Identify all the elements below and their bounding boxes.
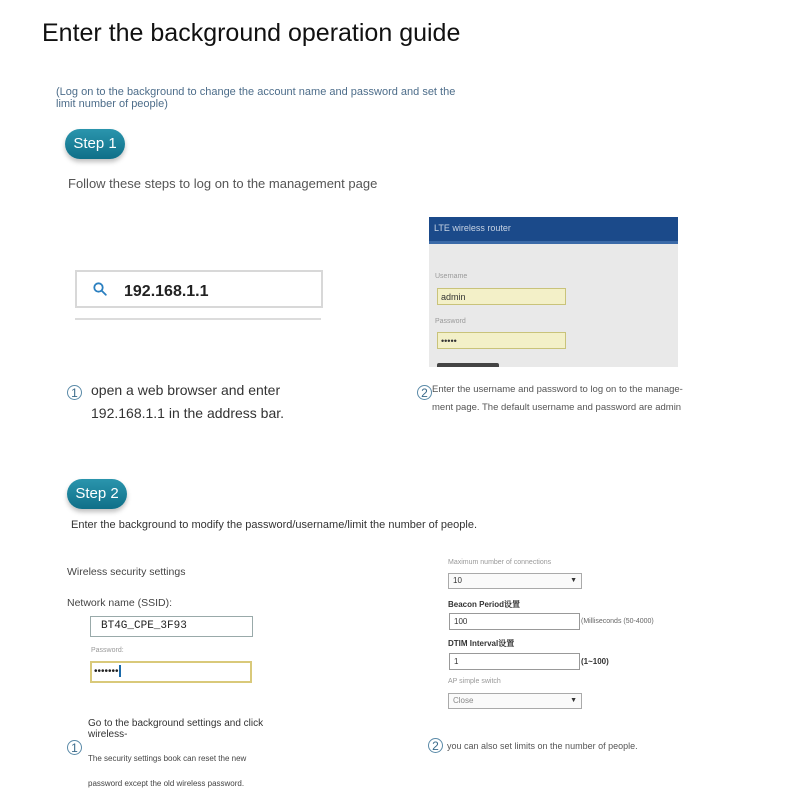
- beacon-period-hint: (Milliseconds (50-4000): [581, 618, 654, 625]
- wifi-password-label: Password:: [91, 647, 124, 654]
- step1-badge: Step 1: [65, 129, 125, 159]
- note-login-credentials: [432, 381, 702, 417]
- page-subtitle: (Log on to the background to change the account name and password and set the limit number of people): [56, 86, 456, 110]
- page-title: Enter the background operation guide: [42, 19, 461, 47]
- router-title: LTE wireless router: [434, 223, 511, 233]
- wireless-security-title: Wireless security settings: [67, 566, 186, 578]
- ap-switch-label: AP simple switch: [448, 678, 501, 685]
- note-line: Enter the username and password to log on to the manage-: [432, 384, 683, 395]
- ssid-label: Network name (SSID):: [67, 597, 173, 609]
- step2-badge: Step 2: [67, 479, 127, 509]
- note-open-browser: open a web browser and enter 192.168.1.1 in the address bar.: [91, 382, 285, 421]
- address-bar-illustration: [75, 268, 321, 320]
- note-limit-people: you can also set limits on the number of people.: [447, 741, 638, 751]
- step2-description: Enter the background to modify the password/username/limit the number of people.: [71, 519, 478, 531]
- router-header: [429, 217, 678, 241]
- search-icon: [93, 282, 107, 296]
- step-number-icon: 2: [428, 738, 443, 753]
- router-login-screenshot: [429, 217, 678, 367]
- wifi-password-value: •••••••: [94, 666, 119, 677]
- text-cursor: [119, 665, 121, 677]
- max-connections-value: 10: [453, 576, 462, 585]
- note-line: password except the old wireless password.: [88, 779, 245, 788]
- step1-description: Follow these steps to log on to the management page: [68, 176, 378, 191]
- username-field[interactable]: admin: [437, 288, 566, 305]
- note-wireless-settings-body: [88, 746, 288, 796]
- password-field[interactable]: •••••: [437, 332, 566, 349]
- ssid-input[interactable]: BT4G_CPE_3F93: [90, 616, 253, 637]
- address-input[interactable]: [75, 270, 323, 308]
- note-line: The security settings book can reset the new: [88, 754, 247, 763]
- dropdown-arrow-icon: ▼: [570, 697, 577, 704]
- max-connections-select[interactable]: [448, 573, 582, 589]
- username-label: Username: [435, 273, 468, 280]
- address-url: 192.168.1.1: [124, 283, 209, 300]
- dropdown-arrow-icon: ▼: [570, 577, 577, 584]
- dtim-interval-input[interactable]: 1: [449, 653, 580, 670]
- dtim-interval-hint: (1~100): [581, 657, 609, 666]
- note-wireless-settings-head: Go to the background settings and click wireless-: [88, 718, 264, 740]
- ap-switch-select[interactable]: [448, 693, 582, 709]
- login-button[interactable]: [437, 363, 499, 367]
- step-number-icon: 2: [417, 385, 432, 400]
- max-connections-label: Maximum number of connections: [448, 559, 552, 566]
- note-line: ment page. The default username and password are admin: [432, 402, 682, 413]
- beacon-period-input[interactable]: 100: [449, 613, 580, 630]
- wifi-password-input[interactable]: [90, 661, 252, 683]
- beacon-period-label: Beacon Period设置: [448, 600, 521, 609]
- ap-switch-value: Close: [453, 696, 474, 705]
- step-number-icon: 1: [67, 740, 82, 755]
- step-number-icon: 1: [67, 385, 82, 400]
- router-header-strip: [429, 241, 678, 244]
- dtim-interval-label: DTIM Interval设置: [448, 639, 515, 648]
- password-label: Password: [435, 318, 466, 325]
